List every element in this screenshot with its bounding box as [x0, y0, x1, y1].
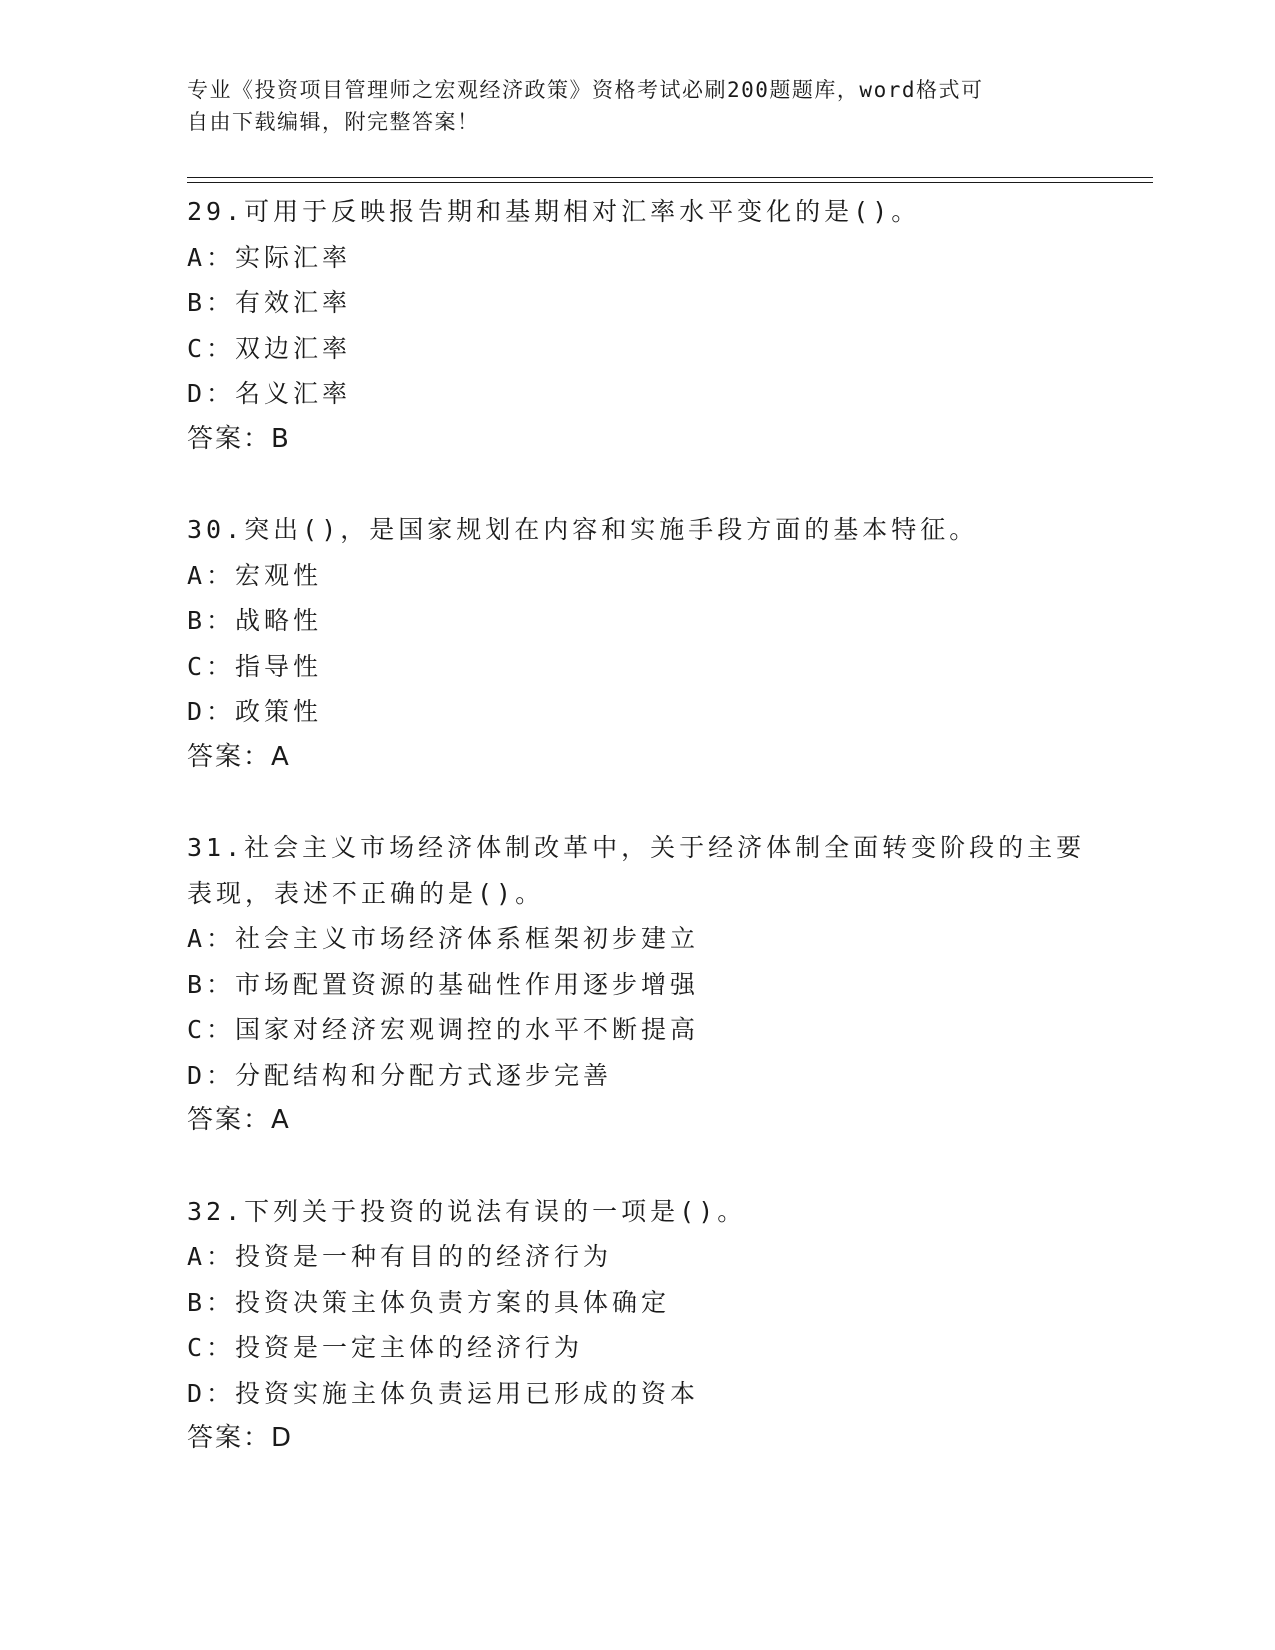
- option-c: C：投资是一定主体的经济行为: [187, 1333, 584, 1362]
- option-b: B：投资决策主体负责方案的具体确定: [187, 1287, 671, 1317]
- option-d: D：投资实施主体负责运用已形成的资本: [187, 1378, 700, 1408]
- question-text-line-1: 31.社会主义市场经济体制改革中，关于经济体制全面转变阶段的主要: [187, 833, 1086, 862]
- document-header: [187, 74, 1067, 138]
- answer-label: 答案：A: [187, 741, 291, 772]
- question-31: [187, 825, 1107, 1144]
- header-divider-bottom: [187, 182, 1153, 183]
- option-a: A：社会主义市场经济体系框架初步建立: [187, 924, 700, 953]
- header-divider-top: [187, 177, 1153, 178]
- question-32: [187, 1189, 1107, 1462]
- option-a: A：投资是一种有目的的经济行为: [187, 1242, 613, 1271]
- question-text: 30.突出()，是国家规划在内容和实施手段方面的基本特征。: [187, 515, 979, 544]
- question-30: [187, 507, 1107, 780]
- answer-label: 答案：D: [187, 1423, 294, 1453]
- option-b: B：市场配置资源的基础性作用逐步增强: [187, 969, 700, 999]
- question-list: [187, 189, 1107, 1507]
- option-a: A：实际汇率: [187, 242, 352, 272]
- option-c: C：指导性: [187, 651, 323, 681]
- option-d: D：名义汇率: [187, 379, 352, 408]
- answer-label: 答案：B: [187, 423, 291, 454]
- option-b: B：有效汇率: [187, 288, 352, 317]
- option-d: D：政策性: [187, 697, 323, 726]
- option-c: C：国家对经济宏观调控的水平不断提高: [187, 1015, 700, 1044]
- question-text-line-2: 表现，表述不正确的是()。: [187, 878, 545, 908]
- answer-label: 答案：A: [187, 1105, 291, 1135]
- option-a: A：宏观性: [187, 560, 323, 590]
- option-d: D：分配结构和分配方式逐步完善: [187, 1060, 613, 1090]
- question-text: 29.可用于反映报告期和基期相对汇率水平变化的是()。: [187, 197, 921, 226]
- option-b: B：战略性: [187, 606, 323, 635]
- header-line-2: 自由下载编辑，附完整答案！: [187, 110, 480, 134]
- question-29: [187, 189, 1107, 462]
- question-text: 32.下列关于投资的说法有误的一项是()。: [187, 1196, 747, 1226]
- header-line-1: 专业《投资项目管理师之宏观经济政策》资格考试必刷200题题库，word格式可: [187, 78, 984, 102]
- option-c: C：双边汇率: [187, 333, 352, 363]
